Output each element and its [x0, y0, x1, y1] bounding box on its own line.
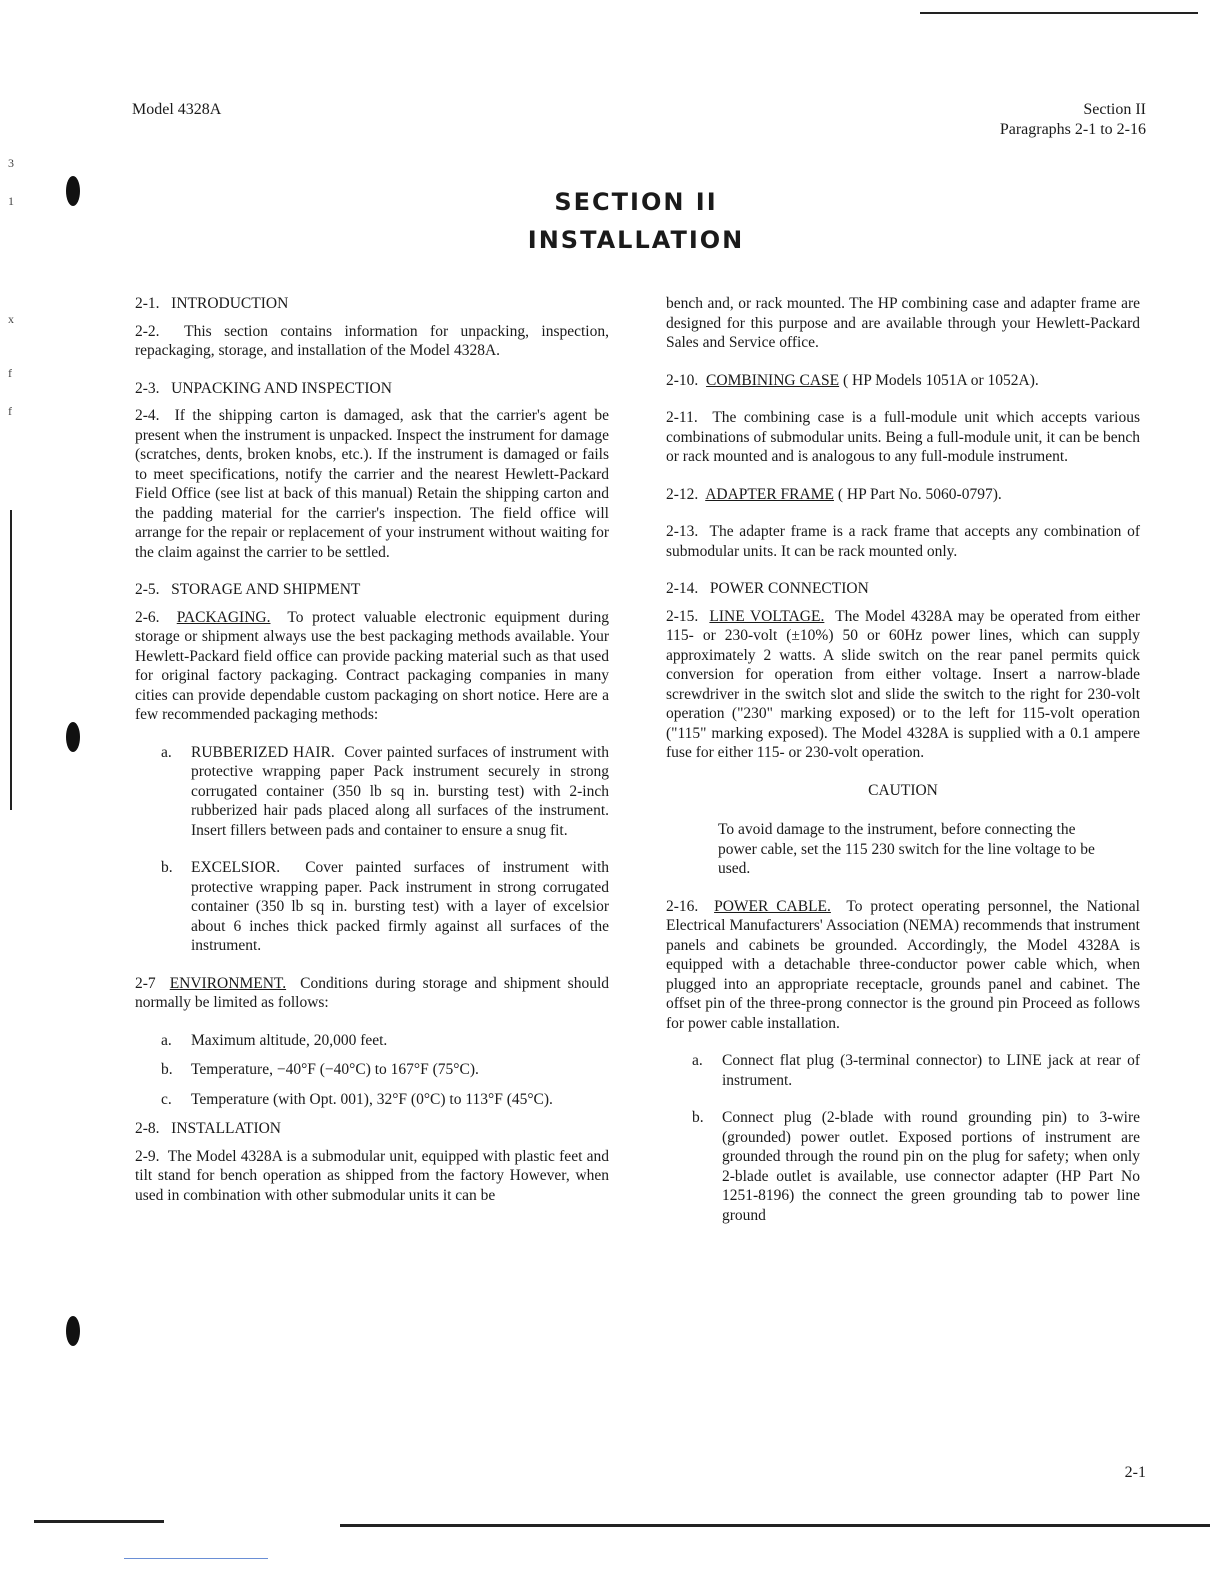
para-number: 2-9.: [135, 1147, 160, 1165]
caution-title: CAUTION: [868, 781, 938, 799]
para-number: 2-14.: [666, 580, 699, 597]
para-number: 2-10.: [666, 371, 699, 389]
environment-item-b: [135, 1060, 609, 1080]
item-text: Cover painted surfaces of instrument with protective wrapping paper Pack instrument securely in strong corrugated container (350 lb sq in. bursting test) with 2-inch rubberized hair pads placed along all surfaces of the instrument. Insert fillers between pads and container to ensure a snug fit.: [191, 743, 609, 839]
bottom-left-smudge: [34, 1520, 164, 1523]
para-number: 2-16.: [666, 897, 699, 915]
bottom-rule: [340, 1524, 1210, 1527]
paragraph-2-2: [135, 322, 609, 361]
para-text: The Model 4328A may be operated from either 115- or 230-volt (±10%) 50 or 60Hz power lines, which can supply approximately 2 watts. A slide switch on the rear panel permits quick conversion for operation from either voltage. Insert a narrow-blade screwdriver in the switch slot and slide the switch to the right for 230-volt operation ("230" marking exposed) or to the left for 115-volt operation ("115" marking exposed). The Model 4328A is supplied with a 0.1 ampere fuse for either 115- or 230-volt operation.: [666, 607, 1140, 761]
header-model: Model 4328A: [132, 101, 222, 118]
margin-mark: x: [8, 312, 14, 326]
para-number: 2-8.: [135, 1120, 160, 1137]
para-text: ( HP Models 1051A or 1052A).: [842, 371, 1039, 389]
paragraph-2-13: [666, 522, 1140, 561]
heading-text: INTRODUCTION: [171, 295, 289, 312]
para-number: 2-4.: [135, 407, 160, 424]
power-cable-item-a: [666, 1051, 1140, 1090]
item-label: b.: [692, 1109, 704, 1126]
item-text: Temperature, −40°F (−40°C) to 167°F (75°C).: [191, 1061, 479, 1078]
bottom-blue-line: [124, 1558, 268, 1559]
margin-mark: f: [8, 404, 12, 418]
para-text: To protect valuable electronic equipment during storage or shipment always use the best packaging methods available. Your Hewlett-Packard field office can provide packing material such as that used for original factory packaging. Contract packaging companies in many cities can provide dependable custom packaging on short notice. Here are a few recommended packaging methods:: [135, 608, 609, 723]
item-label: b.: [161, 1061, 173, 1078]
heading-2-1: [135, 294, 609, 314]
para-text: The adapter frame is a rack frame that accepts any combination of submodular units. It can be rack mounted only.: [666, 523, 1140, 560]
right-column: [666, 294, 1140, 1243]
heading-2-14: [666, 579, 1140, 599]
punch-hole-bottom: [66, 1316, 80, 1346]
para-title: LINE VOLTAGE.: [709, 607, 825, 625]
packaging-item-b: [135, 858, 609, 956]
heading-text: INSTALLATION: [171, 1120, 281, 1137]
para-title: PACKAGING.: [176, 608, 271, 626]
paragraph-2-16: [666, 897, 1140, 1034]
paragraph-2-9-continued: bench and, or rack mounted. The HP combining case and adapter frame are designed for this purpose and are available through your Hewlett-Packard Sales and Service office.: [666, 295, 1140, 351]
margin-mark: f: [8, 366, 12, 380]
item-text: Temperature (with Opt. 001), 32°F (0°C) to 113°F (45°C).: [191, 1090, 553, 1108]
paragraph-2-12: [666, 485, 1140, 505]
heading-text: POWER CONNECTION: [709, 580, 869, 597]
item-body: [191, 858, 609, 956]
margin-mark: 3: [8, 156, 14, 170]
item-text: Connect flat plug (3-terminal connector) to LINE jack at rear of instrument.: [722, 1052, 1140, 1089]
para-text: ( HP Part No. 5060-0797).: [837, 485, 1002, 503]
margin-mark: 1: [8, 194, 14, 208]
heading-2-5: [135, 580, 609, 600]
item-label: b.: [161, 859, 173, 876]
power-cable-item-b: [666, 1108, 1140, 1225]
environment-item-a: [135, 1031, 609, 1051]
item-text: Maximum altitude, 20,000 feet.: [191, 1031, 388, 1049]
paragraph-2-15: [666, 607, 1140, 763]
packaging-item-a: [135, 743, 609, 841]
para-number: 2-12.: [666, 485, 699, 503]
header-section: Section II: [1083, 101, 1146, 118]
top-rule: [920, 12, 1198, 14]
para-number: 2-7: [135, 974, 156, 992]
paragraph-2-11: [666, 408, 1140, 467]
item-title: EXCELSIOR.: [191, 859, 281, 876]
item-label: c.: [161, 1090, 172, 1108]
section-title: INSTALLATION: [527, 226, 745, 254]
header-section-info: [1000, 100, 1146, 140]
heading-text: UNPACKING AND INSPECTION: [171, 379, 392, 397]
para-text: If the shipping carton is damaged, ask that the carrier's agent be present when the instrument is unpacked. Inspect the instrument for damage (scratches, dents, broken knobs, etc.). If the instrument is damaged or fails to meet specifications, notify the carrier and the nearest Hewlett-Packard Field Office (see list at back of this manual) Retain the shipping carton and the padding material for the carrier's inspection. The field office will arrange for the repair or replacement of your instrument without waiting for the claim against the carrier to be settled.: [135, 407, 610, 561]
item-label: a.: [692, 1052, 703, 1069]
para-number: 2-1.: [135, 295, 160, 312]
paragraph-2-9: [135, 1147, 609, 1206]
section-number: SECTION II: [554, 188, 718, 216]
header-paragraphs: Paragraphs 2-1 to 2-16: [999, 121, 1146, 138]
paragraph-2-6: [135, 608, 609, 725]
heading-2-3: [135, 379, 609, 399]
para-number: 2-2.: [135, 322, 160, 340]
item-label: a.: [161, 1031, 172, 1049]
item-label: a.: [161, 743, 172, 761]
para-title: COMBINING CASE: [706, 371, 840, 389]
para-number: 2-3.: [135, 379, 160, 397]
item-body: [191, 743, 609, 841]
heading-text: STORAGE AND SHIPMENT: [171, 581, 361, 598]
para-number: 2-15.: [666, 607, 699, 625]
para-title: POWER CABLE.: [714, 897, 831, 915]
environment-item-c: [135, 1090, 609, 1110]
item-text: Cover painted surfaces of instrument with protective wrapping paper. Pack instrument in strong corrugated container (350 lb sq in. bursting test) with a layer of excelsior about 6 inches thick packed firmly against all surfaces of the instrument.: [191, 859, 609, 954]
left-column: [135, 294, 609, 1223]
para-title: ADAPTER FRAME: [705, 485, 834, 503]
para-text: To protect operating personnel, the National Electrical Manufacturers' Association (NEMA) recommends that instrument panels and cabinets be grounded. Accordingly, the Model 4328A is equipped with a detachable three-conductor power cable which, when plugged into an appropriate receptacle, grounds panel and cabinet. The offset pin of the three-prong connector is the ground pin Proceed as follows for power cable installation.: [666, 897, 1140, 1032]
paragraph-2-4: [135, 406, 609, 562]
item-title: RUBBERIZED HAIR.: [191, 743, 335, 761]
para-text: The combining case is a full-module unit which accepts various combinations of submodular units. Being a full-module unit, it can be bench or rack mounted and is analogous to any full-module instrument.: [666, 409, 1140, 465]
para-number: 2-13.: [666, 523, 699, 540]
para-number: 2-6.: [135, 608, 160, 626]
heading-2-8: [135, 1119, 609, 1139]
left-edge-rule: [10, 510, 12, 810]
para-text: The Model 4328A is a submodular unit, equipped with plastic feet and tilt stand for bench operation as shipped from the factory However, when used in combination with other submodular units it can be: [135, 1147, 609, 1204]
para-title: ENVIRONMENT.: [169, 974, 287, 992]
punch-hole-middle: [66, 722, 80, 752]
paragraph-2-7: [135, 974, 609, 1013]
para-number: 2-11.: [666, 409, 698, 426]
para-text: Conditions during storage and shipment should normally be limited as follows:: [135, 974, 610, 1011]
paragraph-2-10: [666, 371, 1140, 391]
para-text: This section contains information for unpacking, inspection, repackaging, storage, and installation of the Model 4328A.: [135, 322, 609, 359]
caution-text: To avoid damage to the instrument, before connecting the power cable, set the 115 230 switch for the line voltage to be used.: [718, 821, 1095, 877]
para-number: 2-5.: [135, 581, 160, 598]
page-number: 2-1: [1124, 1464, 1146, 1481]
item-text: Connect plug (2-blade with round grounding pin) to 3-wire (grounded) power outlet. Exposed portions of instrument are grounded through the round pin on the plug for safety; when only 2-blade outlet is available, use connector adapter (HP Part No 1251-8196) the connect the green grounding tab to power line ground: [722, 1109, 1140, 1224]
